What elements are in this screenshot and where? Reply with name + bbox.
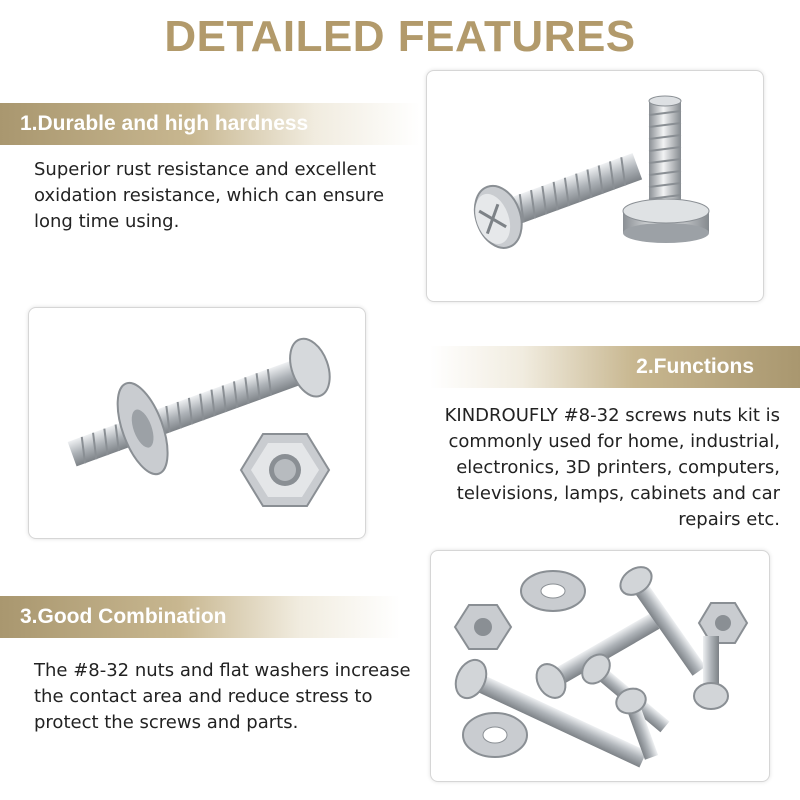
section-3-text: The #8-32 nuts and flat washers increase the contact area and reduce stress to protect the screws and parts. xyxy=(34,660,411,733)
section-2-text: KINDROUFLY #8-32 screws nuts kit is commonly used for home, industrial, electronics, 3D printers, computers, televisions, lamps, cabinets and car repairs etc. xyxy=(444,405,780,530)
product-image-screw-washer-nut xyxy=(28,307,366,539)
section-2-heading: 2.Functions xyxy=(430,346,800,388)
section-3-heading: 3.Good Combination xyxy=(0,596,400,638)
page-title: DETAILED FEATURES xyxy=(164,12,636,61)
product-image-screws-pair xyxy=(426,70,764,302)
section-1-heading: 1.Durable and high hardness xyxy=(0,103,420,145)
product-image-assorted-kit xyxy=(430,550,770,782)
section-1-text: Superior rust resistance and excellent oxidation resistance, which can ensure long time using. xyxy=(34,159,385,232)
